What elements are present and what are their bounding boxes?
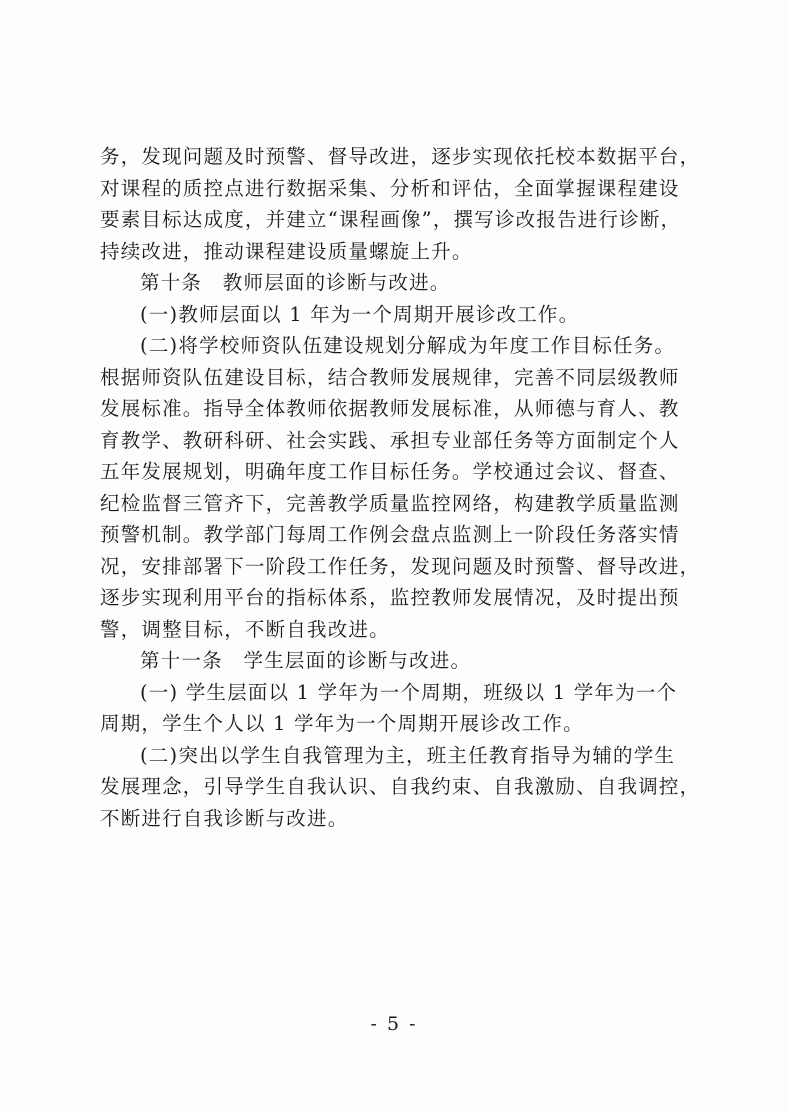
text-line: (二)突出以学生自我管理为主，班主任教育指导为辅的学生 bbox=[140, 743, 676, 767]
text-line: 警，调整目标，不断自我改进。 bbox=[100, 617, 390, 641]
document-body bbox=[100, 141, 701, 834]
text-line: 务，发现问题及时预警、督导改进，逐步实现依托校本数据平台， bbox=[100, 145, 701, 168]
text-line: 不断进行自我诊断与改进。 bbox=[100, 806, 349, 830]
text-line: 持续改进，推动课程建设质量螺旋上升。 bbox=[100, 239, 473, 263]
text-line: 根据师资队伍建设目标，结合教师发展规律，完善不同层级教师 bbox=[100, 365, 680, 389]
text-line: (二)将学校师资队伍建设规划分解成为年度工作目标任务。 bbox=[140, 334, 676, 357]
text-line: 要素目标达成度，并建立“课程画像”，撰写诊改报告进行诊断， bbox=[100, 208, 682, 231]
text-line: 况，安排部署下一阶段工作任务，发现问题及时预警、督导改进， bbox=[100, 554, 701, 578]
text-line: 预警机制。教学部门每周工作例会盘点监测上一阶段任务落实情 bbox=[100, 523, 680, 546]
text-line: 纪检监督三管齐下，完善教学质量监控网络，构建教学质量监测 bbox=[100, 491, 680, 515]
text-line: 对课程的质控点进行数据采集、分析和评估，全面掌握课程建设 bbox=[100, 176, 680, 200]
text-line: 发展标准。指导全体教师依据教师发展标准，从师德与育人、教 bbox=[100, 397, 680, 420]
text-line: 育教学、教研科研、社会实践、承担专业部任务等方面制定个人 bbox=[100, 428, 680, 452]
text-line: 逐步实现利用平台的指标体系，监控教师发展情况，及时提出预 bbox=[100, 586, 680, 609]
text-line: (一) 学生层面以 1 学年为一个周期，班级以 1 学年为一个 bbox=[140, 680, 678, 704]
article-heading: 第十条 教师层面的诊断与改进。 bbox=[140, 271, 451, 294]
text-line: 周期，学生个人以 1 学年为一个周期开展诊改工作。 bbox=[100, 712, 584, 735]
page-number: - 5 - bbox=[370, 1013, 418, 1035]
text-line: 发展理念，引导学生自我认识、自我约束、自我激励、自我调控， bbox=[100, 775, 701, 798]
text-line: 五年发展规划，明确年度工作目标任务。学校通过会议、督查、 bbox=[100, 460, 680, 483]
article-heading: 第十一条 学生层面的诊断与改进。 bbox=[140, 649, 472, 672]
text-line: (一)教师层面以 1 年为一个周期开展诊改工作。 bbox=[140, 302, 580, 326]
